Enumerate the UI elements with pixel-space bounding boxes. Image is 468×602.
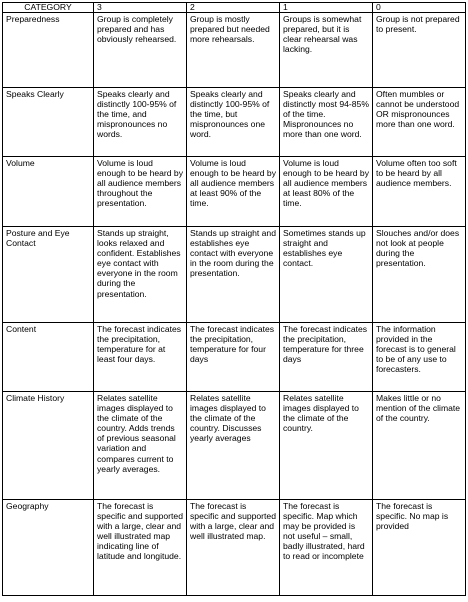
category-cell: Speaks Clearly: [3, 88, 94, 157]
score-3-cell: Volume is loud enough to be heard by all audience members throughout the presentation.: [94, 157, 187, 227]
score-2-cell: Group is mostly prepared but needed more rehearsals.: [187, 13, 280, 88]
category-cell: Content: [3, 323, 94, 392]
category-cell: Volume: [3, 157, 94, 227]
row-posture-eye-contact: [3, 227, 466, 323]
score-0-cell: The forecast is specific. No map is provided: [373, 500, 466, 596]
score-0-cell: Makes little or no mention of the climate of the country.: [373, 392, 466, 500]
score-2-cell: Relates satellite images displayed to the climate of the country. Discusses yearly averages: [187, 392, 280, 500]
header-score-0: 0: [373, 3, 466, 13]
row-preparedness: [3, 13, 466, 88]
score-1-cell: Volume is loud enough to be heard by all audience members at least 80% of the time.: [280, 157, 373, 227]
row-climate-history: [3, 392, 466, 500]
score-0-cell: Often mumbles or cannot be understood OR mispronounces more than one word.: [373, 88, 466, 157]
category-cell: Geography: [3, 500, 94, 596]
score-2-cell: The forecast indicates the precipitation, temperature for four days: [187, 323, 280, 392]
category-cell: Posture and Eye Contact: [3, 227, 94, 323]
score-1-cell: Relates satellite images displayed to the climate of the country.: [280, 392, 373, 500]
score-1-cell: The forecast is specific. Map which may be provided is not useful – small, badly illustrated, hard to read or incomplete: [280, 500, 373, 596]
score-2-cell: Speaks clearly and distinctly 100-95% of the time, but mispronounces one word.: [187, 88, 280, 157]
header-score-3: 3: [94, 3, 187, 13]
rubric-table: [2, 2, 466, 596]
score-3-cell: Stands up straight, looks relaxed and confident. Establishes eye contact with everyone in the room during the presentation.: [94, 227, 187, 323]
row-content: [3, 323, 466, 392]
row-volume: [3, 157, 466, 227]
score-0-cell: Slouches and/or does not look at people during the presentation.: [373, 227, 466, 323]
score-2-cell: Stands up straight and establishes eye contact with everyone in the room during the presentation.: [187, 227, 280, 323]
score-1-cell: The forecast indicates the precipitation, temperature for three days: [280, 323, 373, 392]
score-1-cell: Groups is somewhat prepared, but it is clear rehearsal was lacking.: [280, 13, 373, 88]
score-2-cell: Volume is loud enough to be heard by all audience members at least 90% of the time.: [187, 157, 280, 227]
header-score-1: 1: [280, 3, 373, 13]
category-cell: Climate History: [3, 392, 94, 500]
score-3-cell: The forecast is specific and supported with a large, clear and well illustrated map indicating line of latitude and longitude.: [94, 500, 187, 596]
category-cell: Preparedness: [3, 13, 94, 88]
header-score-2: 2: [187, 3, 280, 13]
score-3-cell: The forecast indicates the precipitation, temperature for at least four days.: [94, 323, 187, 392]
row-speaks-clearly: [3, 88, 466, 157]
header-category: CATEGORY: [3, 3, 94, 13]
score-3-cell: Speaks clearly and distinctly 100-95% of the time, and mispronounces no words.: [94, 88, 187, 157]
score-2-cell: The forecast is specific and supported with a large, clear and well illustrated map.: [187, 500, 280, 596]
score-3-cell: Group is completely prepared and has obviously rehearsed.: [94, 13, 187, 88]
row-geography: [3, 500, 466, 596]
score-3-cell: Relates satellite images displayed to the climate of the country. Adds trends of previous seasonal variation and compares current to yearly averages.: [94, 392, 187, 500]
score-1-cell: Sometimes stands up straight and establishes eye contact.: [280, 227, 373, 323]
header-row: [3, 3, 466, 13]
score-0-cell: Volume often too soft to be heard by all audience members.: [373, 157, 466, 227]
score-0-cell: Group is not prepared to present.: [373, 13, 466, 88]
score-1-cell: Speaks clearly and distinctly most 94-85% of the time. Mispronounces no more than one word.: [280, 88, 373, 157]
score-0-cell: The information provided in the forecast is to general to be of any use to forecasters.: [373, 323, 466, 392]
